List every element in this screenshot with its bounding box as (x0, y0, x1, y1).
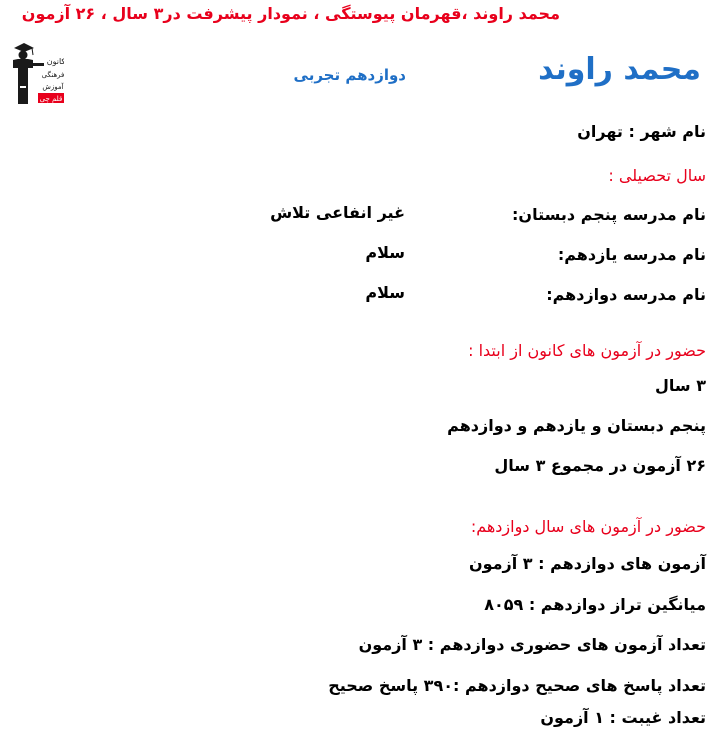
attendance-total: ۲۶ آزمون در مجموع ۳ سال (494, 456, 706, 475)
school-label-12: نام مدرسه دوازدهم: (546, 285, 706, 304)
school-value-11: سلام (365, 243, 405, 262)
city-line: نام شهر : تهران (577, 122, 706, 141)
stat-absences: تعداد غیبت : ۱ آزمون (540, 708, 706, 727)
logo-line-3: آموزش (42, 83, 64, 91)
attendance-grades: پنجم دبستان و یازدهم و دوازدهم (447, 416, 706, 435)
graduate-icon (8, 40, 64, 104)
attendance-years: ۳ سال (655, 376, 706, 395)
student-grade: دوازدهم تجربی (293, 66, 406, 84)
student-name: محمد راوند (538, 52, 701, 87)
stat-average-level: میانگین تراز دوازدهم : ۸۰۵۹ (484, 595, 706, 614)
page-header-title: محمد راوند ،قهرمان پیوستگی ، نمودار پیشرفت در۳ سال ، ۲۶ آزمون (21, 4, 560, 23)
stat-in-person-exams: تعداد آزمون های حضوری دوازدهم : ۳ آزمون (358, 635, 706, 654)
logo-line-1: کانون (46, 57, 64, 66)
stat-exams-12: آزمون های دوازدهم : ۳ آزمون (468, 554, 706, 573)
twelfth-heading: حضور در آزمون های سال دوازدهم: (470, 517, 706, 536)
kanoon-logo (8, 40, 64, 104)
school-value-5: غیر انفاعی تلاش (270, 203, 405, 222)
school-value-12: سلام (365, 283, 405, 302)
logo-line-2: فرهنگی (41, 71, 64, 79)
stat-correct-answers: تعداد پاسخ های صحیح دوازدهم :۳۹۰ پاسخ صحیح (328, 676, 706, 695)
school-label-11: نام مدرسه یازدهم: (557, 245, 706, 264)
logo-badge: قلم چی (39, 95, 63, 103)
school-label-5: نام مدرسه پنجم دبستان: (512, 205, 706, 224)
edu-year-heading: سال تحصیلی : (608, 166, 706, 185)
attendance-heading: حضور در آزمون های کانون از ابتدا : (468, 341, 706, 360)
